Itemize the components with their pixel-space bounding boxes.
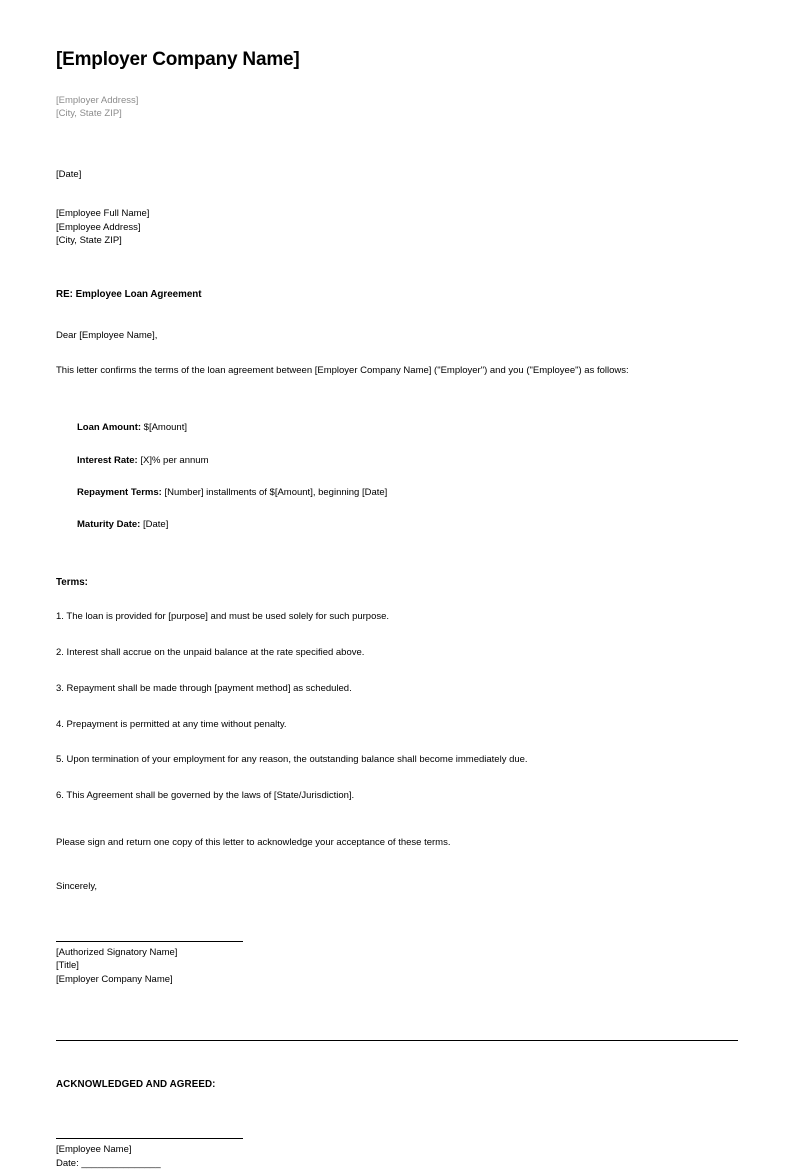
interest-rate-value: [X]% per annum	[137, 454, 209, 466]
term-item-4: 4. Prepayment is permitted at any time without penalty.	[56, 718, 287, 730]
loan-detail-interest-rate	[77, 454, 738, 467]
interest-rate-label: Interest Rate:	[77, 454, 138, 466]
recipient-address-line-2: [City, State ZIP]	[56, 234, 122, 246]
section-divider	[56, 1040, 738, 1041]
employer-signatory-details	[56, 946, 738, 986]
employee-name: [Employee Name]	[56, 1144, 132, 1156]
recipient-name: [Employee Full Name]	[56, 208, 150, 220]
term-item-5: 5. Upon termination of your employment for any reason, the outstanding balance shall become immediately due.	[56, 754, 528, 766]
term-item-1: 1. The loan is provided for [purpose] and must be used solely for such purpose.	[56, 611, 390, 623]
employee-signature-line	[56, 1138, 243, 1139]
salutation: Dear [Employee Name],	[56, 330, 158, 342]
loan-detail-maturity-date	[77, 518, 738, 531]
closing-request-paragraph: Please sign and return one copy of this letter to acknowledge your acceptance of these terms.	[56, 837, 451, 849]
employer-address-block	[56, 94, 738, 121]
terms-heading: Terms:	[56, 577, 88, 589]
employer-company-name-heading: [Employer Company Name]	[56, 49, 300, 70]
repayment-terms-label: Repayment Terms:	[77, 486, 162, 498]
employer-signature-line	[56, 941, 243, 942]
letter-date: [Date]	[56, 168, 82, 180]
employer-address-line-1: [Employer Address]	[56, 94, 139, 106]
loan-amount-value: $[Amount]	[141, 422, 187, 434]
recipient-address-line-1: [Employee Address]	[56, 221, 141, 233]
signoff: Sincerely,	[56, 880, 98, 892]
maturity-date-label: Maturity Date:	[77, 519, 141, 531]
recipient-address-block	[56, 207, 738, 247]
loan-amount-label: Loan Amount:	[77, 422, 142, 434]
introductory-paragraph: This letter confirms the terms of the loan agreement between [Employer Company Name] ("Employer") and you ("Employee") as follows:	[56, 365, 629, 377]
authorized-signatory-title: [Title]	[56, 960, 79, 972]
maturity-date-value: [Date]	[140, 519, 169, 531]
term-item-6: 6. This Agreement shall be governed by the laws of [State/Jurisdiction].	[56, 790, 355, 802]
subject-line: RE: Employee Loan Agreement	[56, 289, 202, 301]
authorized-signatory-company: [Employer Company Name]	[56, 973, 173, 985]
loan-detail-repayment-terms	[77, 486, 738, 499]
terms-list	[56, 610, 738, 803]
acknowledgement-heading: ACKNOWLEDGED AND AGREED:	[56, 1079, 216, 1091]
employee-date-field[interactable]: Date: _______________	[56, 1157, 161, 1169]
employer-address-line-2: [City, State ZIP]	[56, 108, 122, 120]
term-item-2: 2. Interest shall accrue on the unpaid balance at the rate specified above.	[56, 647, 365, 659]
employee-signatory-details	[56, 1143, 738, 1170]
loan-details-list	[56, 421, 738, 531]
employee-signature-block	[56, 1138, 738, 1170]
letterhead	[56, 48, 738, 121]
term-item-3: 3. Repayment shall be made through [payment method] as scheduled.	[56, 682, 352, 694]
authorized-signatory-name: [Authorized Signatory Name]	[56, 946, 178, 958]
loan-detail-loan-amount	[77, 421, 738, 434]
repayment-terms-value: [Number] installments of $[Amount], beginning [Date]	[161, 486, 388, 498]
employer-signature-block	[56, 941, 738, 986]
